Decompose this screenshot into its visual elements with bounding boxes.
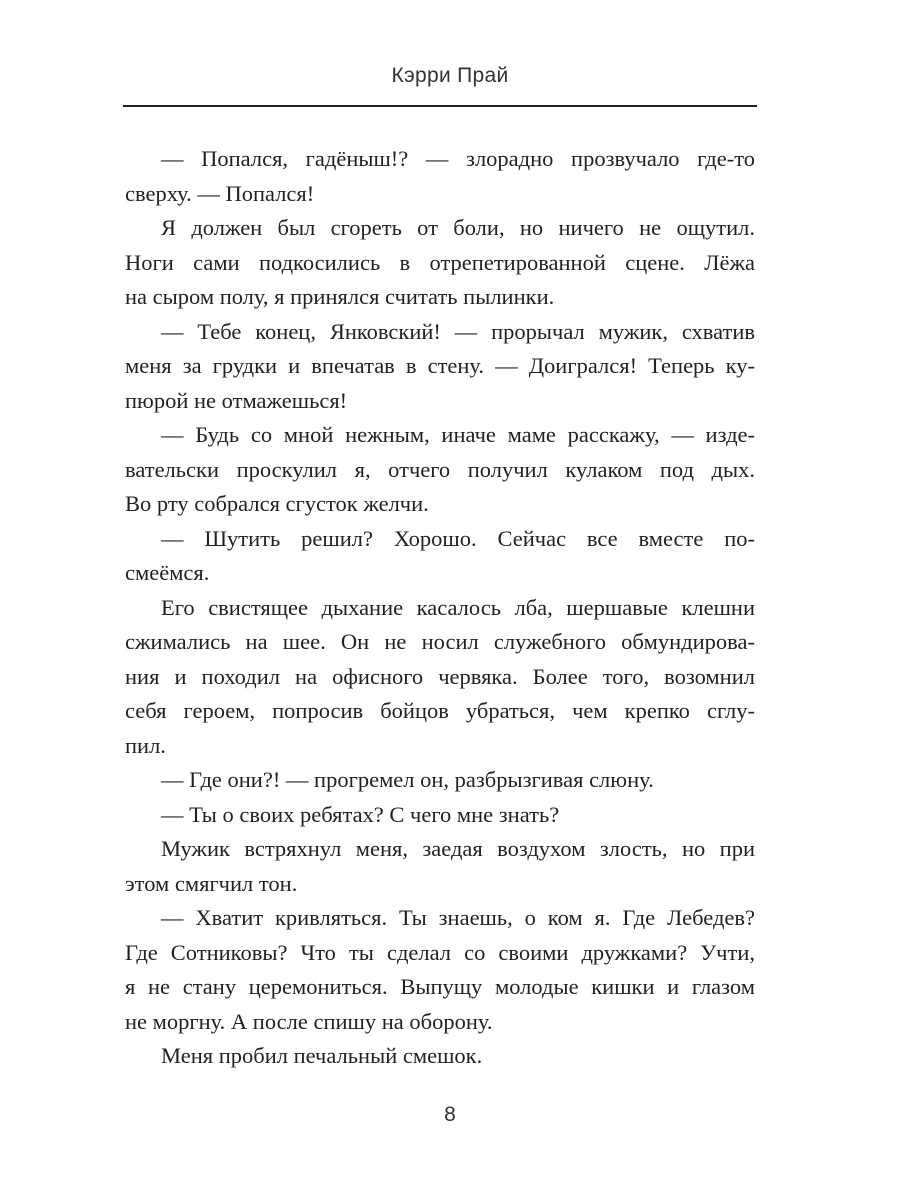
text-line: пюрой не отмажешься!	[125, 387, 348, 413]
text-line: — Будь со мной нежным, иначе маме расскажу, — изде-	[161, 422, 755, 447]
text-line: — Шутить решил? Хорошо. Сейчас все вместе по-	[161, 525, 755, 551]
body-text	[125, 142, 755, 1074]
text-line: Ноги сами подкосились в отрепетированной сцене. Лёжа	[125, 249, 755, 275]
text-line: сжимались на шее. Он не носил служебного обмундирова-	[125, 629, 755, 654]
text-line: Я должен был сгореть от боли, но ничего не ощутил.	[161, 215, 755, 240]
page-number: 8	[444, 1103, 456, 1126]
text-line: ния и походил на офисного червяка. Более того, возомнил	[125, 663, 755, 689]
text-line: вательски проскулил я, отчего получил кулаком под дых.	[125, 456, 755, 482]
paragraph	[125, 763, 755, 798]
text-line: сверху. — Попался!	[125, 180, 315, 206]
text-line: — Попался, гадёныш!? — злорадно прозвучало где-то	[161, 146, 755, 171]
header-divider	[123, 105, 757, 107]
text-line: Его свистящее дыхание касалось лба, шершавые клешни	[161, 594, 755, 620]
paragraph	[125, 315, 755, 419]
paragraph	[125, 591, 755, 764]
text-line: на сыром полу, я принялся считать пылинки.	[125, 284, 555, 309]
text-line: я не стану церемониться. Выпущу молодые кишки и глазом	[125, 974, 755, 999]
paragraph	[125, 901, 755, 1039]
text-line: Мужик встряхнул меня, заедая воздухом злость, но при	[161, 836, 755, 861]
text-line: Во рту собрался сгусток желчи.	[125, 491, 429, 516]
paragraph	[125, 418, 755, 522]
text-line: смеёмся.	[125, 560, 210, 585]
paragraph	[125, 211, 755, 315]
paragraph	[125, 1039, 755, 1074]
text-line: меня за грудки и впечатав в стену. — Доигрался! Теперь ку-	[125, 353, 755, 378]
text-line: — Тебе конец, Янковский! — прорычал мужик, схватив	[161, 318, 755, 344]
text-line: — Хватит кривляться. Ты знаешь, о ком я. Где Лебедев?	[161, 905, 755, 930]
text-line: Меня пробил печальный смешок.	[161, 1043, 483, 1068]
text-line: себя героем, попросив бойцов убраться, чем крепко сглу-	[125, 698, 755, 723]
paragraph	[125, 832, 755, 901]
paragraph	[125, 522, 755, 591]
paragraph	[125, 798, 755, 833]
text-line: — Где они?! — прогремел он, разбрызгивая слюну.	[161, 767, 654, 792]
running-header-author: Кэрри Прай	[391, 64, 509, 87]
paragraph	[125, 142, 755, 211]
text-line: не моргну. А после спишу на оборону.	[125, 1008, 493, 1034]
text-line: Где Сотниковы? Что ты сделал со своими дружками? Учти,	[125, 939, 755, 965]
text-line: — Ты о своих ребятах? С чего мне знать?	[161, 801, 560, 827]
text-line: этом смягчил тон.	[125, 870, 298, 896]
text-line: пил.	[125, 732, 166, 758]
